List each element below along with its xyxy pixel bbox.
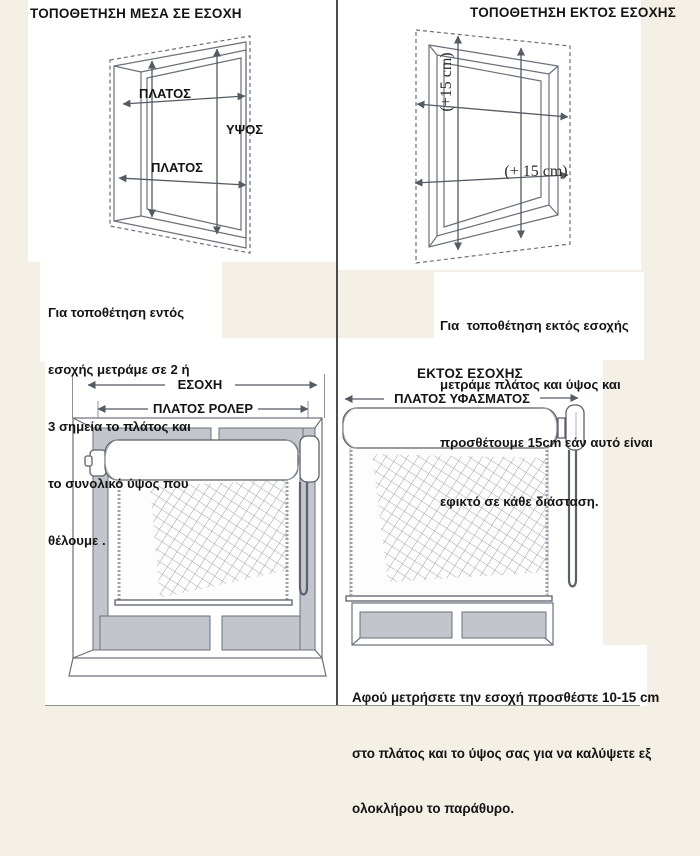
height-label: ΥΨΟΣ: [226, 122, 264, 137]
text-line: στο πλάτος και το ύψος σας για να καλύψετε εξ: [352, 745, 652, 761]
text-line: εφικτό σε κάθε διάσταση.: [440, 493, 599, 509]
inside-recess-instructions: [48, 265, 191, 588]
control-unit: [300, 436, 319, 482]
plus15-vertical-label: (+15 cm): [438, 52, 455, 112]
recess-label: ΕΣΟΧΗ: [177, 377, 223, 392]
title-outside-recess-bottom: ΕΚΤΟΣ ΕΣΟΧΗΣ: [417, 366, 523, 381]
width-label-bottom: ΠΛΑΤΟΣ: [151, 160, 203, 175]
bottom-bar: [115, 600, 292, 605]
roller-width-label: ΠΛΑΤΟΣ ΡΟΛΕΡ: [152, 401, 254, 416]
text-line: θέλουμε .: [48, 533, 106, 548]
text-line: Για τοποθέτηση εκτός εσοχής: [440, 318, 629, 333]
text-line: μετράμε πλάτος και ύψος και: [440, 376, 621, 392]
sash-bottom-left: [100, 616, 210, 650]
sash-bottom-right: [222, 616, 300, 650]
text-line: το συνολικό ύψος που: [48, 476, 189, 491]
inside-recess-window-diagram: [85, 28, 325, 263]
title-inside-recess: ΤΟΠΟΘΕΤΗΣΗ ΜΕΣΑ ΣΕ ΕΣΟΧΗ: [30, 6, 242, 21]
window-sill: [69, 658, 326, 676]
text-line: ολοκλήρου το παράθυρο.: [352, 801, 515, 816]
outside-recess-window-diagram: [395, 15, 640, 267]
text-line: εσοχής μετράμε σε 2 ή: [48, 362, 190, 377]
outside-recess-instructions: [440, 277, 653, 550]
text-line: 3 σημεία το πλάτος και: [48, 419, 191, 434]
sash-bottom-right: [462, 612, 546, 638]
width-label-top: ΠΛΑΤΟΣ: [139, 86, 191, 101]
title-outside-recess: ΤΟΠΟΘΕΤΗΣΗ ΕΚΤΟΣ ΕΣΟΧΗΣ: [470, 5, 677, 20]
measuring-summary-instructions: [352, 652, 659, 856]
sash-bottom-left: [360, 612, 452, 638]
plus15-horizontal-label: (+ 15 cm): [504, 163, 568, 180]
text-line: προσθέτουμε 15cm εάν αυτό είναι: [440, 435, 653, 450]
fabric-width-label: ΠΛΑΤΟΣ ΥΦΑΣΜΑΤΟΣ: [394, 391, 530, 406]
text-line: Για τοποθέτηση εντός: [48, 305, 185, 320]
text-line: Αφού μετρήσετε την εσοχή προσθέστε 10-15 cm: [352, 690, 660, 705]
bottom-bar: [346, 596, 552, 601]
